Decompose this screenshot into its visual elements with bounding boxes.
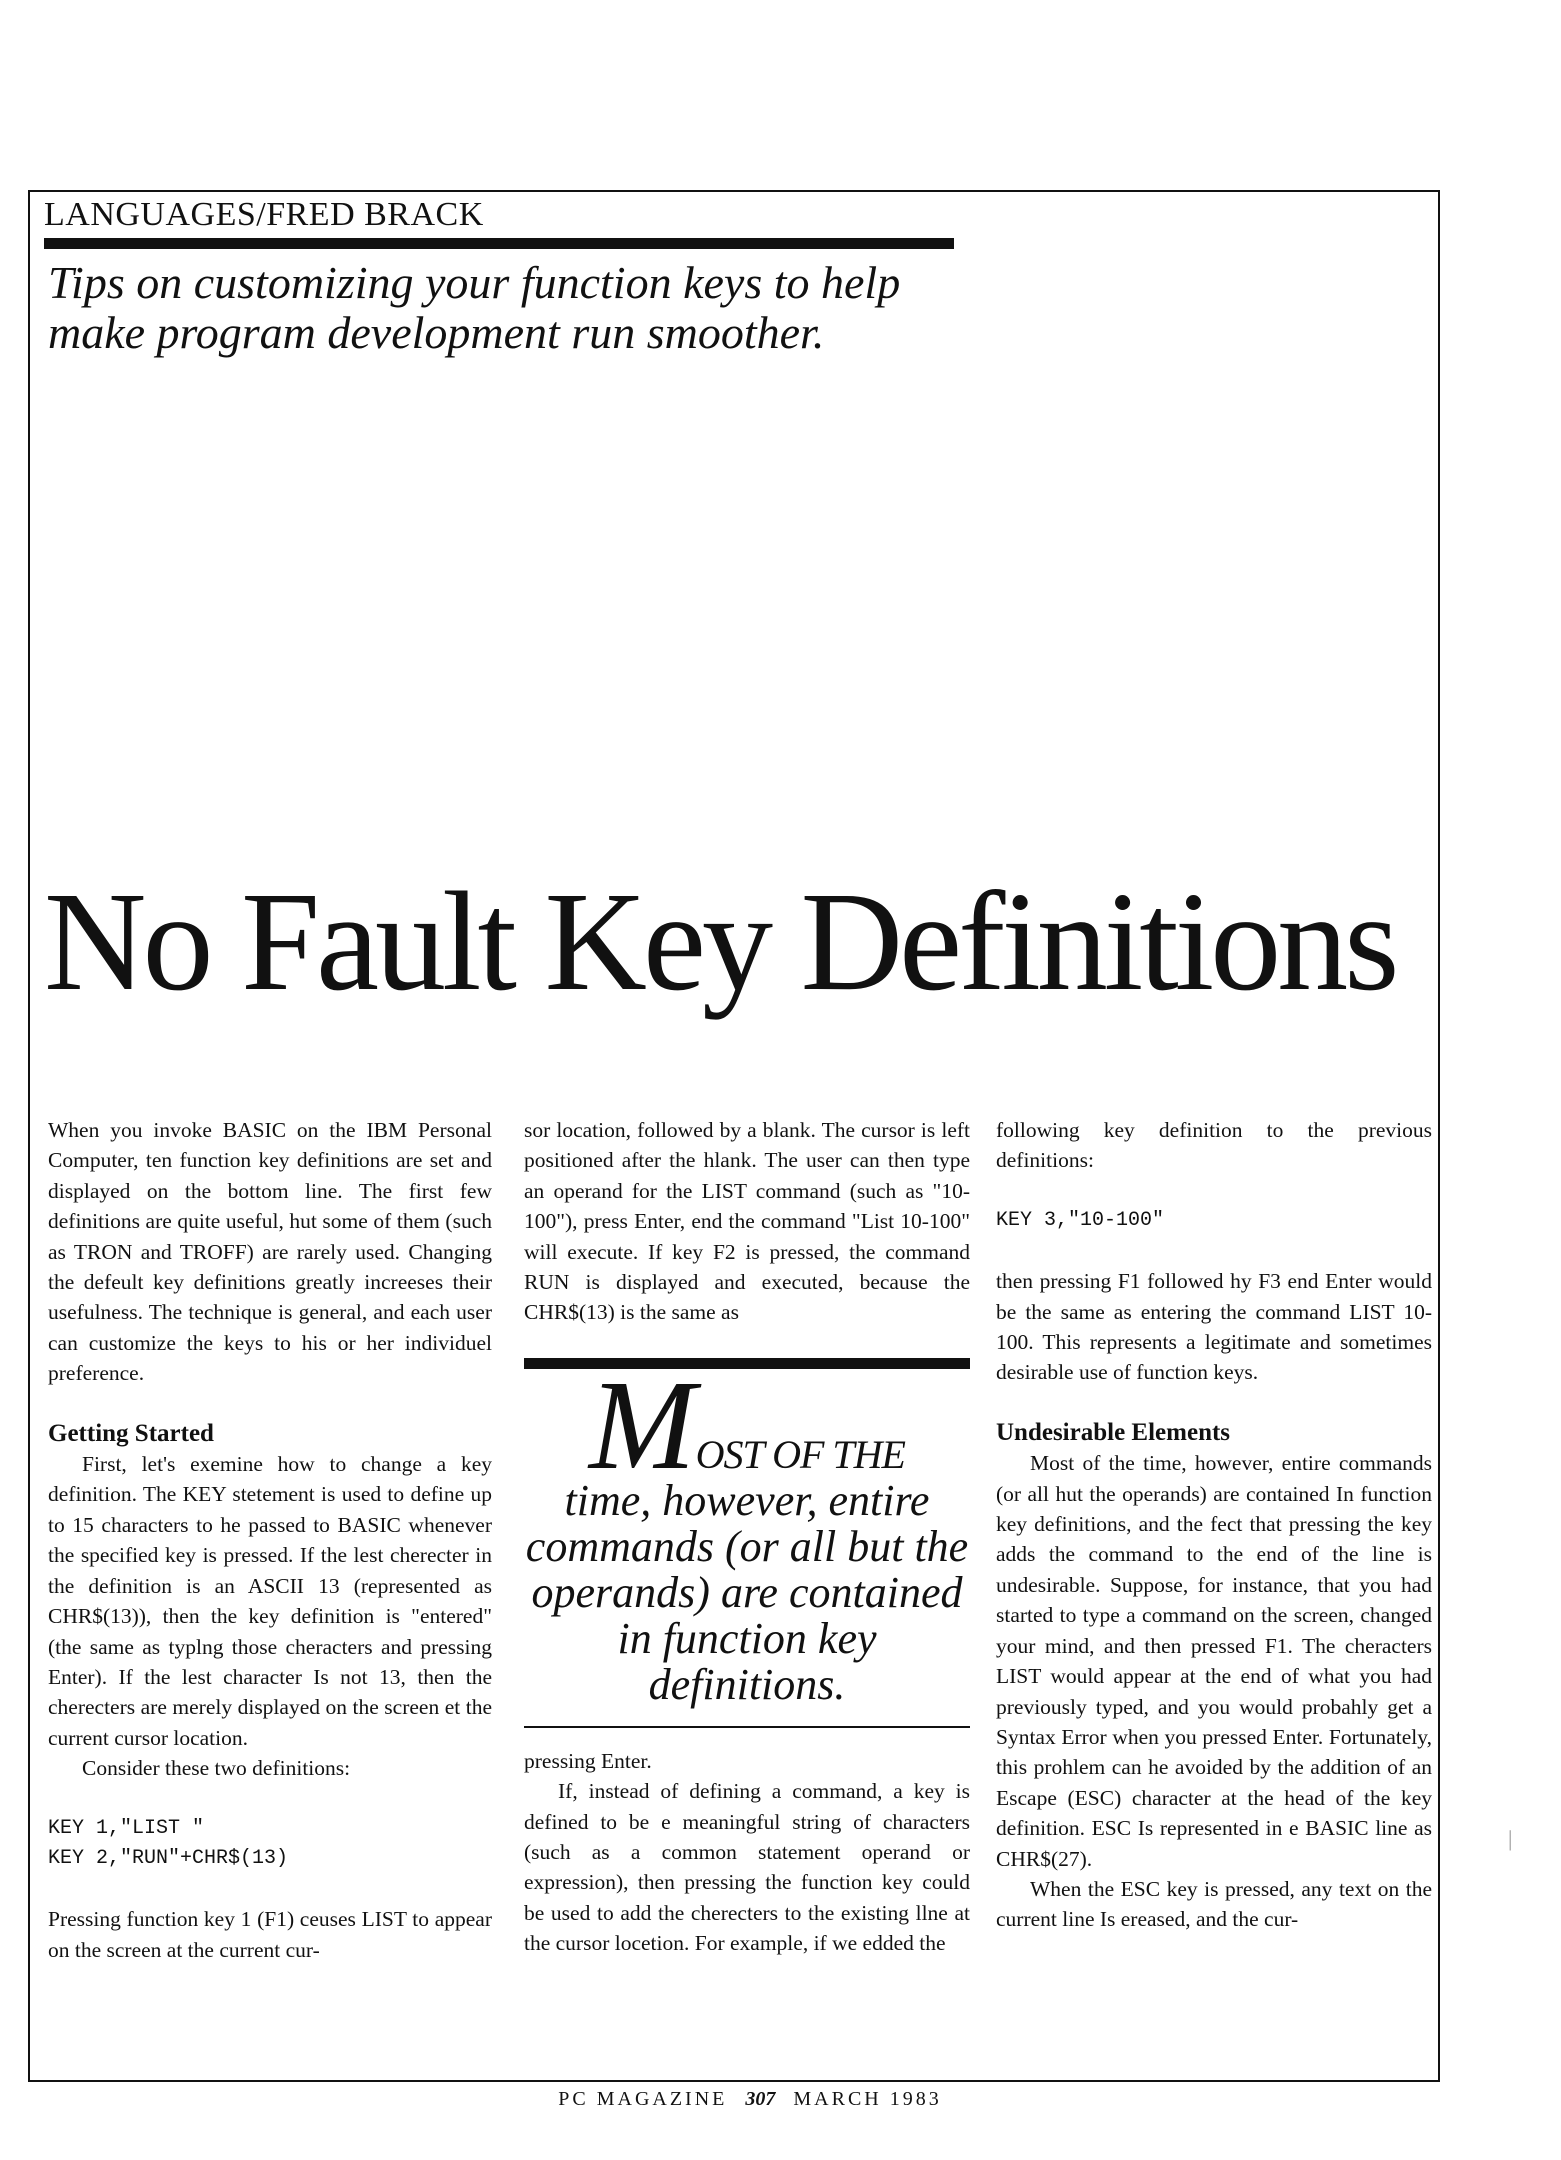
code-key-2: KEY 2,"RUN"+CHR$(13) bbox=[48, 1846, 289, 1870]
deck-line-2: make program development run smoother. bbox=[48, 307, 825, 358]
footer-page-number: 307 bbox=[745, 2088, 776, 2110]
pullquote bbox=[524, 1353, 970, 1726]
col1-paragraph-4: Pressing function key 1 (F1) ceuses LIST to appear on the screen at the current cur- bbox=[48, 1907, 492, 1962]
article-deck bbox=[48, 258, 948, 358]
col3-paragraph-3: Most of the time, however, entire commands (or all hut the operands) are contained In function key definitions, and the fect that pressing the key adds the command to the end of the line is undesirable. Suppose, for instance, that you had started to type a command on the screen, changed your mind, and then pressed F1. The cheracters LIST would appear at the end of what you had previously typed, and you would probahly get a Syntax Error when you pressed Enter. Fortunately, this prohlem can he avoided by the addition of an Escape (ESC) character at the head of the key definition. ESC Is represented in e BASIC line as CHR$(27). bbox=[996, 1451, 1432, 1871]
margin-mark: | bbox=[1508, 1826, 1513, 1851]
col2-paragraph-3: If, instead of defining a command, a key is defined to be e meaningful string of characters (such as a common statement operand or expression), then pressing the function key could be used to add the cherecters to the existing llne at the cursor locetion. For example, if we edded the bbox=[524, 1779, 970, 1956]
col1-paragraph-3: Consider these two definitions: bbox=[82, 1756, 351, 1781]
footer-magazine: PC MAGAZINE bbox=[558, 2088, 728, 2110]
col1-paragraph-2: First, let's exemine how to change a key definition. The KEY stetement is used to define up to 15 characters to he passed to BASIC whenever the specified key is pressed. If the lest cherecter in the definition is an ASCII 13 (represented as CHR$(13)), then the key definition is "entered" (the same as typlng those cheracters and pressing Enter). If the lest character Is not 13, then the cherecters are merely displayed on the screen et the current cursor location. bbox=[48, 1452, 492, 1750]
pullquote-dropcap: M bbox=[589, 1353, 696, 1496]
subhead-getting-started: Getting Started bbox=[48, 1419, 214, 1447]
column-1 bbox=[48, 1115, 492, 1965]
page-footer bbox=[0, 2088, 1500, 2111]
pullquote-text: time, however, entire commands (or all but the operands) are contained in function key definitions. bbox=[525, 1475, 969, 1709]
col2-paragraph-1: sor location, followed by a blank. The cursor is left positioned after the hlank. The user can then type an operand for the LIST command (such as "10-100"), press Enter, end the command "List 10-100" will execute. If key F2 is pressed, the command RUN is displayed and executed, because the CHR$(13) is the same as bbox=[524, 1118, 970, 1325]
deck-line-1: Tips on customizing your function keys to help bbox=[48, 257, 901, 308]
article-headline: No Fault Key Definitions bbox=[44, 862, 1396, 1020]
column-3 bbox=[996, 1115, 1432, 1935]
pullquote-caps: OST OF THE bbox=[695, 1431, 905, 1477]
col1-paragraph-1: When you invoke BASIC on the IBM Personal Computer, ten function key definitions are set and displayed on the bottom line. The first few definitions are quite useful, hut some of them (such as TRON and TROFF) are rarely used. Changing the defeult key definitions greatly increeses their usefulness. The technique is general, and each user can customize the keys to his or her individuel preference. bbox=[48, 1118, 492, 1386]
col3-paragraph-1: following key definition to the previous definitions: bbox=[996, 1118, 1432, 1173]
section-kicker: LANGUAGES/FRED BRACK bbox=[44, 196, 484, 233]
kicker-rule bbox=[44, 238, 954, 249]
pullquote-rule-bottom bbox=[524, 1726, 970, 1728]
column-2 bbox=[524, 1115, 970, 1959]
col3-paragraph-4: When the ESC key is pressed, any text on the current line Is ereased, and the cur- bbox=[996, 1876, 1432, 1932]
code-key-1: KEY 1,"LIST " bbox=[48, 1816, 205, 1840]
col2-paragraph-2: pressing Enter. bbox=[524, 1748, 652, 1773]
code-key-3: KEY 3,"10-100" bbox=[996, 1208, 1165, 1232]
footer-date: MARCH 1983 bbox=[793, 2088, 942, 2110]
col3-paragraph-2: then pressing F1 followed hy F3 end Enter would be the same as entering the command LIST 10-100. This represents a legitimate and sometimes desirable use of function keys. bbox=[996, 1269, 1432, 1385]
subhead-undesirable-elements: Undesirable Elements bbox=[996, 1418, 1231, 1446]
